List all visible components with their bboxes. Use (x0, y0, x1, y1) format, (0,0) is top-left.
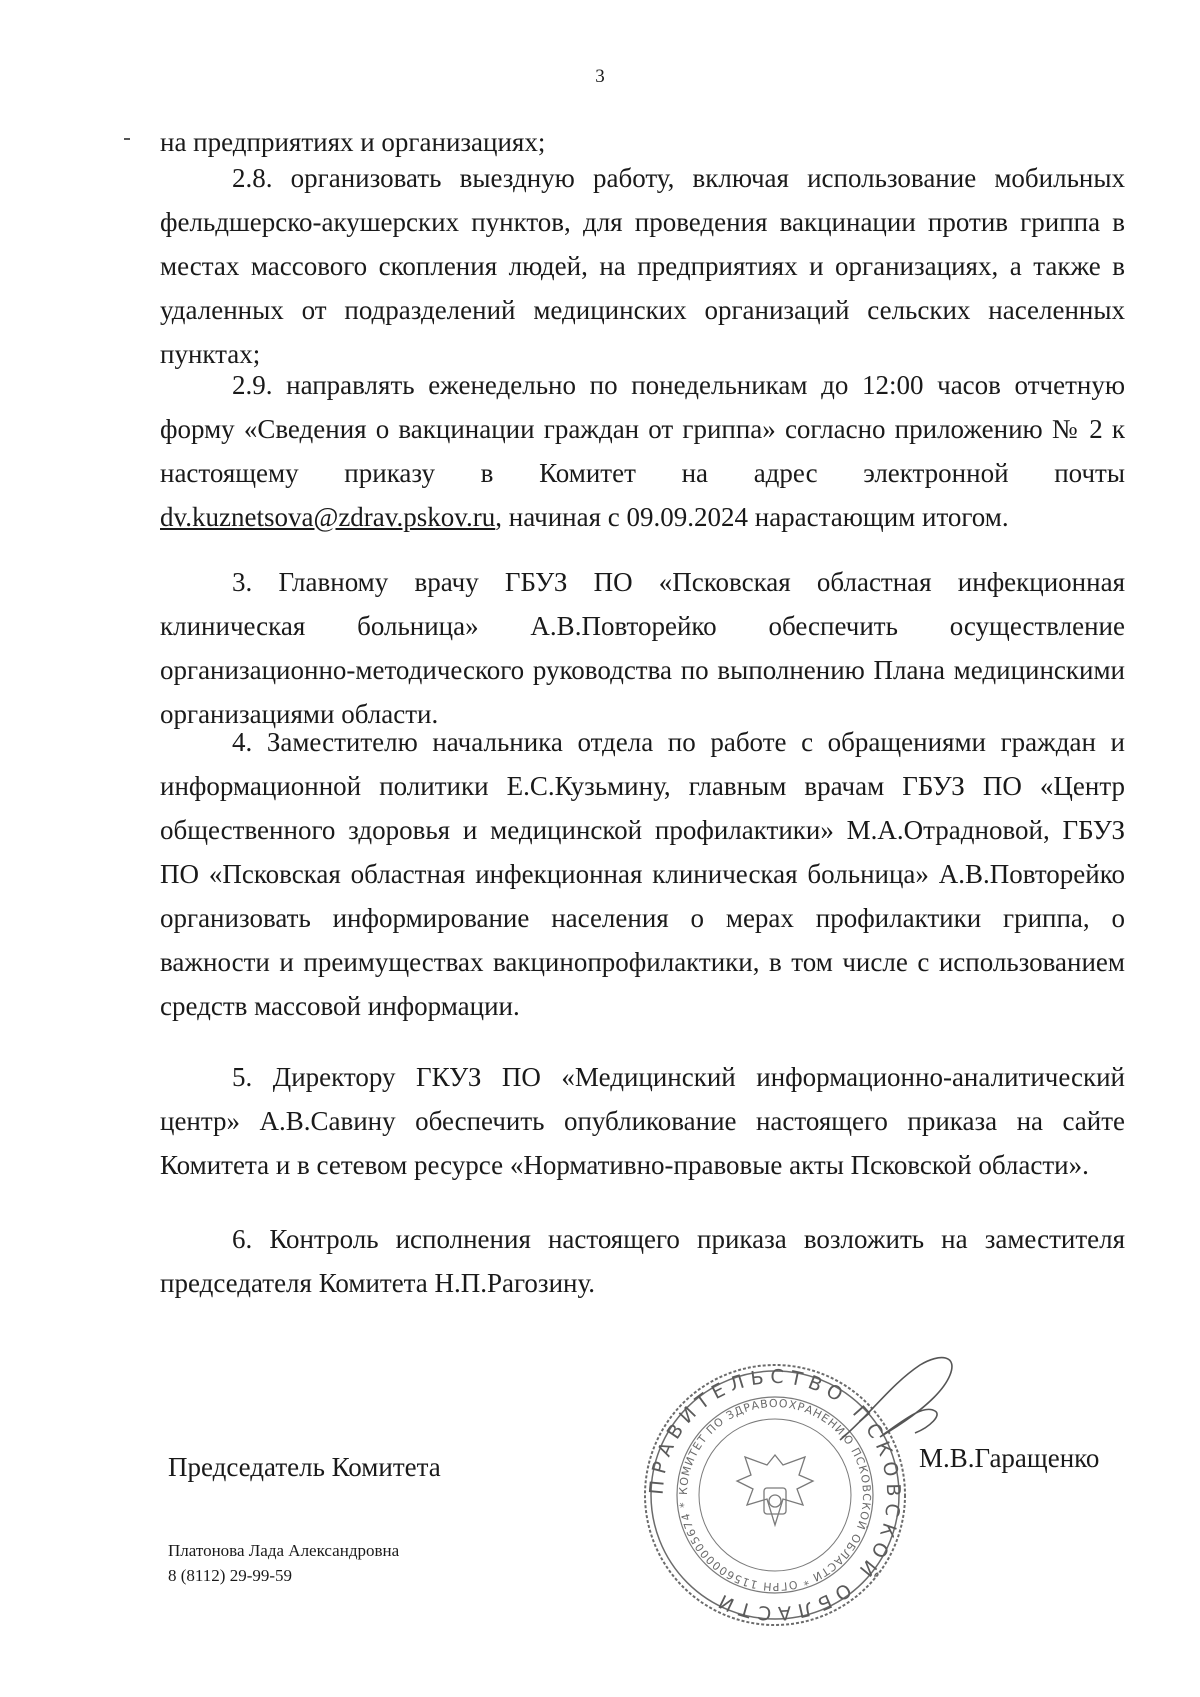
signatory-name: М.В.Гаращенко (919, 1443, 1100, 1473)
paragraph-2-9-text-a: 2.9. направлять еженедельно по понедельникам до 12:00 часов отчетную форму «Сведения о вакцинации граждан от гриппа» согласно приложению № 2 к настоящему приказу в Комитет на адрес электронной почты (160, 370, 1125, 488)
coat-of-arms-icon (737, 1455, 813, 1525)
executor-name: Платонова Лада Александровна (168, 1541, 400, 1560)
executor-phone: 8 (8112) 29-99-59 (168, 1566, 293, 1585)
email-link[interactable]: dv.kuznetsova@zdrav.pskov.ru (160, 502, 496, 532)
paragraph-2-8: 2.8. организовать выездную работу, включая использование мобильных фельдшерско-акушерских пунктов, для проведения вакцинации против гриппа в местах массового скопления людей, на предприятиях и организациях, а также в удаленных от подразделений медицинских организаций сельских населенных пунктах; (160, 163, 1125, 369)
scan-mark (124, 138, 130, 140)
paragraph-6: 6. Контроль исполнения настоящего приказа возложить на заместителя председателя Комитета Н.П.Рагозину. (160, 1224, 1125, 1298)
paragraph-3: 3. Главному врачу ГБУЗ ПО «Псковская областная инфекционная клиническая больница» А.В.Повторейко обеспечить осуществление организационно-методического руководства по выполнению Плана медицинскими организациями области. (160, 567, 1125, 729)
paragraph-4: 4. Заместителю начальника отдела по работе с обращениями граждан и информационной политики Е.С.Кузьмину, главным врачам ГБУЗ ПО «Центр общественного здоровья и медицинской профилактики» М.А.Отрадновой, ГБУЗ ПО «Псковская областная инфекционная клиническая больница» А.В.Повторейко организовать информирование населения о мерах профилактики гриппа, о важности и преимуществах вакцинопрофилактики, в том числе с использованием средств массовой информации. (160, 727, 1125, 1021)
seal-inner-text: КОМИТЕТ ПО ЗДРАВООХРАНЕНИЮ ПСКОВСКОЙ ОБЛАСТИ * ОГРН 1156000005674 * (676, 1396, 874, 1594)
paragraph-2-9 (160, 363, 1125, 539)
paragraph-2-9-text-b: , начиная с 09.09.2024 нарастающим итогом. (495, 502, 1009, 532)
handwritten-signature (830, 1345, 970, 1455)
paragraph-continuation: на предприятиях и организациях; (160, 127, 546, 157)
page-number: 3 (595, 66, 605, 87)
signatory-title: Председатель Комитета (168, 1452, 441, 1482)
paragraph-5: 5. Директору ГКУЗ ПО «Медицинский информационно-аналитический центр» А.В.Савину обеспечить опубликование настоящего приказа на сайте Комитета и в сетевом ресурсе «Нормативно-правовые акты Псковской области». (160, 1062, 1125, 1180)
executor-info (168, 1538, 399, 1588)
seal-outer-text: ПРАВИТЕЛЬСТВО ПСКОВСКОЙ ОБЛАСТИ (645, 1365, 905, 1625)
